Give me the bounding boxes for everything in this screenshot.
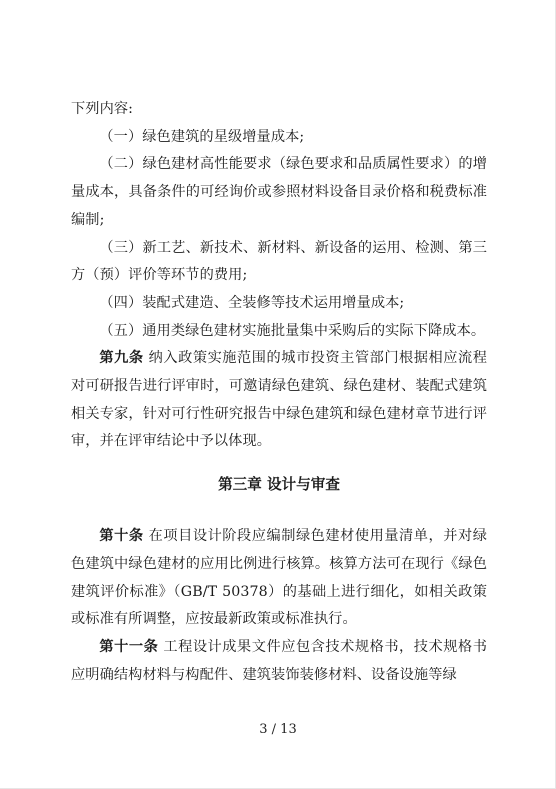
- spacer: [71, 499, 487, 523]
- spacer: [71, 456, 487, 471]
- chapter-heading: 第三章 设计与审查: [218, 476, 340, 494]
- list-item-4: （四）装配式建造、全装修等技术运用增量成本;: [99, 294, 405, 311]
- article-10-text: 在项目设计阶段应编制绿色建材使用量清单，并对绿色建筑中绿色建材的应用比例进行核算。核算方法可在现行《绿色建筑评价标准》（GB/T 50378）的基础上进行细化，如相关政策或标准有所调整，应按最新政策或标准执行。: [71, 528, 487, 628]
- article-10-label: 第十条: [99, 528, 144, 545]
- article-11: [71, 634, 487, 689]
- article-11-text: 工程设计成果文件应包含技术规格书，技术规格书应明确结构材料与构配件、建筑装饰装修材料、设备设施等绿: [71, 638, 487, 683]
- page-body: [71, 96, 487, 689]
- article-11-label: 第十一条: [99, 638, 159, 655]
- list-item-3: （三）新工艺、新技术、新材料、新设备的运用、检测、第三方（预）评价等环节的费用;: [71, 239, 487, 284]
- list-item-2: （二）绿色建材高性能要求（绿色要求和品质属性要求）的增量成本，具备条件的可经询价或参照材料设备目录价格和税费标准编制;: [71, 156, 487, 228]
- list-item-5: （五）通用类绿色建材实施批量集中采购后的实际下降成本。: [99, 322, 486, 339]
- paragraph-intro: 下列内容:: [71, 101, 134, 117]
- list-item-1: （一）绿色建筑的星级增量成本;: [99, 128, 305, 145]
- article-9-text: 纳入政策实施范围的城市投资主管部门根据相应流程对可研报告进行评审时，可邀请绿色建筑、绿色建材、装配式建筑相关专家，针对可行性研究报告中绿色建筑和绿色建材章节进行评审，并在评审结论中予以体现。: [71, 350, 487, 450]
- page-number: 3 / 13: [259, 722, 297, 737]
- article-9-label: 第九条: [99, 350, 144, 367]
- article-10: [71, 523, 487, 634]
- article-9: [71, 345, 487, 456]
